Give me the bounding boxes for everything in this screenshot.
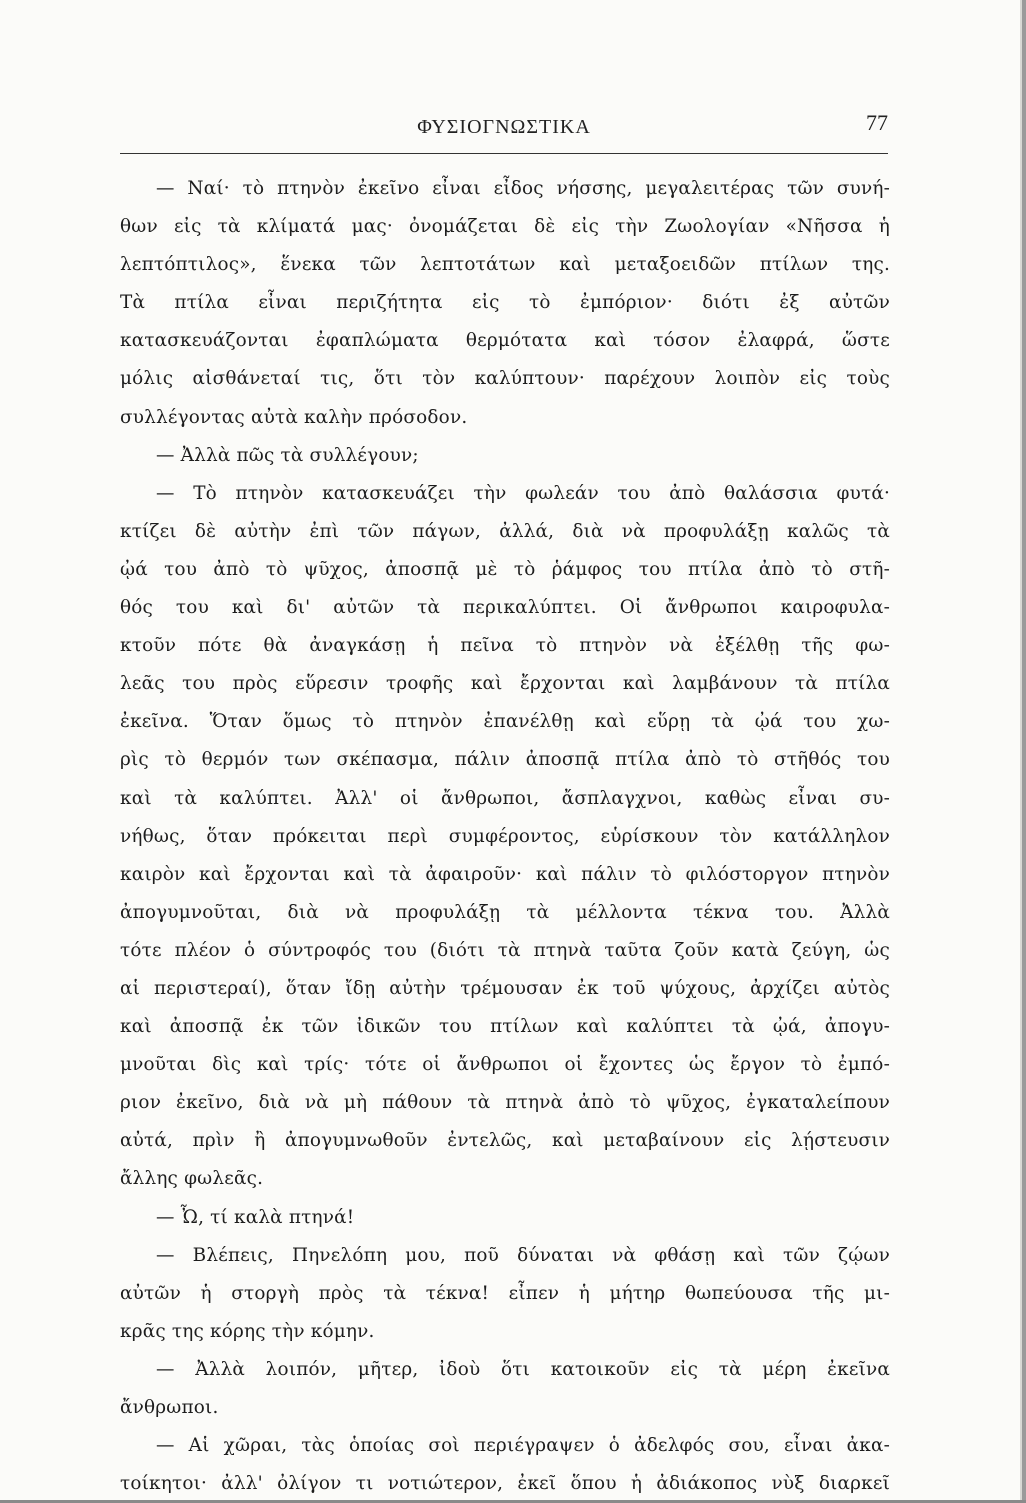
text-line: ἄλλης φωλεᾶς. [120,1168,264,1190]
text-line: λεᾶς του πρὸς εὕρεσιν τροφῆς καὶ ἔρχονται καὶ λαμβάνουν τὰ πτίλα [120,673,890,695]
text-line: Τὰ πτίλα εἶναι περιζήτητα εἰς τὸ ἐμπόριον· διότι ἐξ αὐτῶν [120,292,890,314]
text-line: καὶ τὰ καλύπτει. Ἀλλ' οἱ ἄνθρωποι, ἄσπλαγχνοι, καθὼς εἶναι συ- [120,787,890,809]
text-line: — Ἀλλὰ πῶς τὰ συλλέγουν; [156,444,419,466]
text-line: — Ναί· τὸ πτηνὸν ἐκεῖνο εἶναι εἶδος νήσσης, μεγαλειτέρας τῶν συνή- [156,178,890,199]
text-line: μόλις αἰσθάνεταί τις, ὅτι τὸν καλύπτουν· παρέχουν λοιπὸν εἰς τοὺς [120,368,890,390]
page-number: 77 [866,110,888,135]
text-line: μνοῦται δὶς καὶ τρίς· τότε οἱ ἄνθρωποι οἱ ἔχοντες ὡς ἔργον τὸ ἐμπό- [120,1054,890,1076]
text-line: — Αἱ χῶραι, τὰς ὁποίας σοὶ περιέγραψεν ὁ ἀδελφός σου, εἶναι ἀκα- [156,1435,890,1457]
running-head [120,108,888,148]
text-line: ᾠά του ἀπὸ τὸ ψῦχος, ἀποσπᾷ μὲ τὸ ῥάμφος του πτίλα ἀπὸ τὸ στῆ- [120,558,890,580]
text-line: θός του καὶ δι' αὐτῶν τὰ περικαλύπτει. Οἱ ἄνθρωποι καιροφυλα- [120,597,890,619]
running-title: ΦΥΣΙΟΓΝΩΣΤΙΚΑ [417,116,591,138]
text-line: τότε πλέον ὁ σύντροφός του (διότι τὰ πτηνὰ ταῦτα ζοῦν κατὰ ζεύγη, ὡς [120,939,890,961]
text-line: κατασκευάζονται ἐφαπλώματα θερμότατα καὶ τόσον ἐλαφρά, ὥστε [120,330,890,352]
text-line: ἐκεῖνα. Ὅταν ὅμως τὸ πτηνὸν ἐπανέλθῃ καὶ εὕρῃ τὰ ᾠά του χω- [120,711,890,733]
text-line: κρᾶς της κόρης τὴν κόμην. [120,1320,375,1342]
text-line: τοίκητοι· ἀλλ' ὀλίγον τι νοτιώτερον, ἐκεῖ ὅπου ἡ ἀδιάκοπος νὺξ διαρκεῖ [120,1473,890,1495]
text-line: — Ὦ, τί καλὰ πτηνά! [156,1206,355,1228]
body-text [120,170,890,1503]
text-line: — Τὸ πτηνὸν κατασκευάζει τὴν φωλεάν του ἀπὸ θαλάσσια φυτά· [156,482,890,504]
text-line: αἱ περιστεραί), ὅταν ἴδῃ αὐτὴν τρέμουσαν ἐκ τοῦ ψύχους, ἀρχίζει αὐτὸς [120,977,890,999]
text-line: καιρὸν καὶ ἔρχονται καὶ τὰ ἀφαιροῦν· καὶ πάλιν τὸ φιλόστοργον πτηνὸν [120,863,890,885]
text-line: συλλέγοντας αὐτὰ καλὴν πρόσοδον. [120,406,468,428]
text-line: νήθως, ὅταν πρόκειται περὶ συμφέροντος, εὑρίσκουν τὸν κατάλληλον [120,825,890,847]
text-line: ρὶς τὸ θερμόν των σκέπασμα, πάλιν ἀποσπᾷ πτίλα ἀπὸ τὸ στῆθός του [120,749,890,771]
header-rule [120,153,888,154]
text-line: ἄνθρωποι. [120,1397,219,1418]
page-edge [1022,0,1026,1500]
text-line: αὐτῶν ἡ στοργὴ πρὸς τὰ τέκνα! εἶπεν ἡ μήτηρ θωπεύουσα τῆς μι- [120,1282,890,1304]
text-line: ριον ἐκεῖνο, διὰ νὰ μὴ πάθουν τὰ πτηνὰ ἀπὸ τὸ ψῦχος, ἐγκαταλείπουν [120,1092,890,1114]
text-line: καὶ ἀποσπᾷ ἐκ τῶν ἰδικῶν του πτίλων καὶ καλύπτει τὰ ᾠά, ἀπογυ- [120,1016,890,1038]
text-line: λεπτόπτιλος», ἕνεκα τῶν λεπτοτάτων καὶ μεταξοειδῶν πτίλων της. [120,254,890,276]
text-line: ἀπογυμνοῦται, διὰ νὰ προφυλάξῃ τὰ μέλλοντα τέκνα του. Ἀλλὰ [120,901,890,923]
text-line: κτοῦν πότε θὰ ἀναγκάσῃ ἡ πεῖνα τὸ πτηνὸν νὰ ἐξέλθῃ τῆς φω- [120,635,890,657]
text-line: κτίζει δὲ αὐτὴν ἐπὶ τῶν πάγων, ἀλλά, διὰ νὰ προφυλάξῃ καλῶς τὰ [120,520,890,542]
text-line: αὐτά, πρὶν ἢ ἀπογυμνωθοῦν ἐντελῶς, καὶ μεταβαίνουν εἰς λῄστευσιν [120,1130,890,1152]
text-line: — Ἀλλὰ λοιπόν, μῆτερ, ἰδοὺ ὅτι κατοικοῦν εἰς τὰ μέρη ἐκεῖνα [156,1358,890,1380]
text-line: — Βλέπεις, Πηνελόπη μου, ποῦ δύναται νὰ φθάσῃ καὶ τῶν ζῴων [156,1244,890,1266]
text-line: θων εἰς τὰ κλίματά μας· ὀνομάζεται δὲ εἰς τὴν Ζωολογίαν «Νῆσσα ἡ [120,216,890,238]
